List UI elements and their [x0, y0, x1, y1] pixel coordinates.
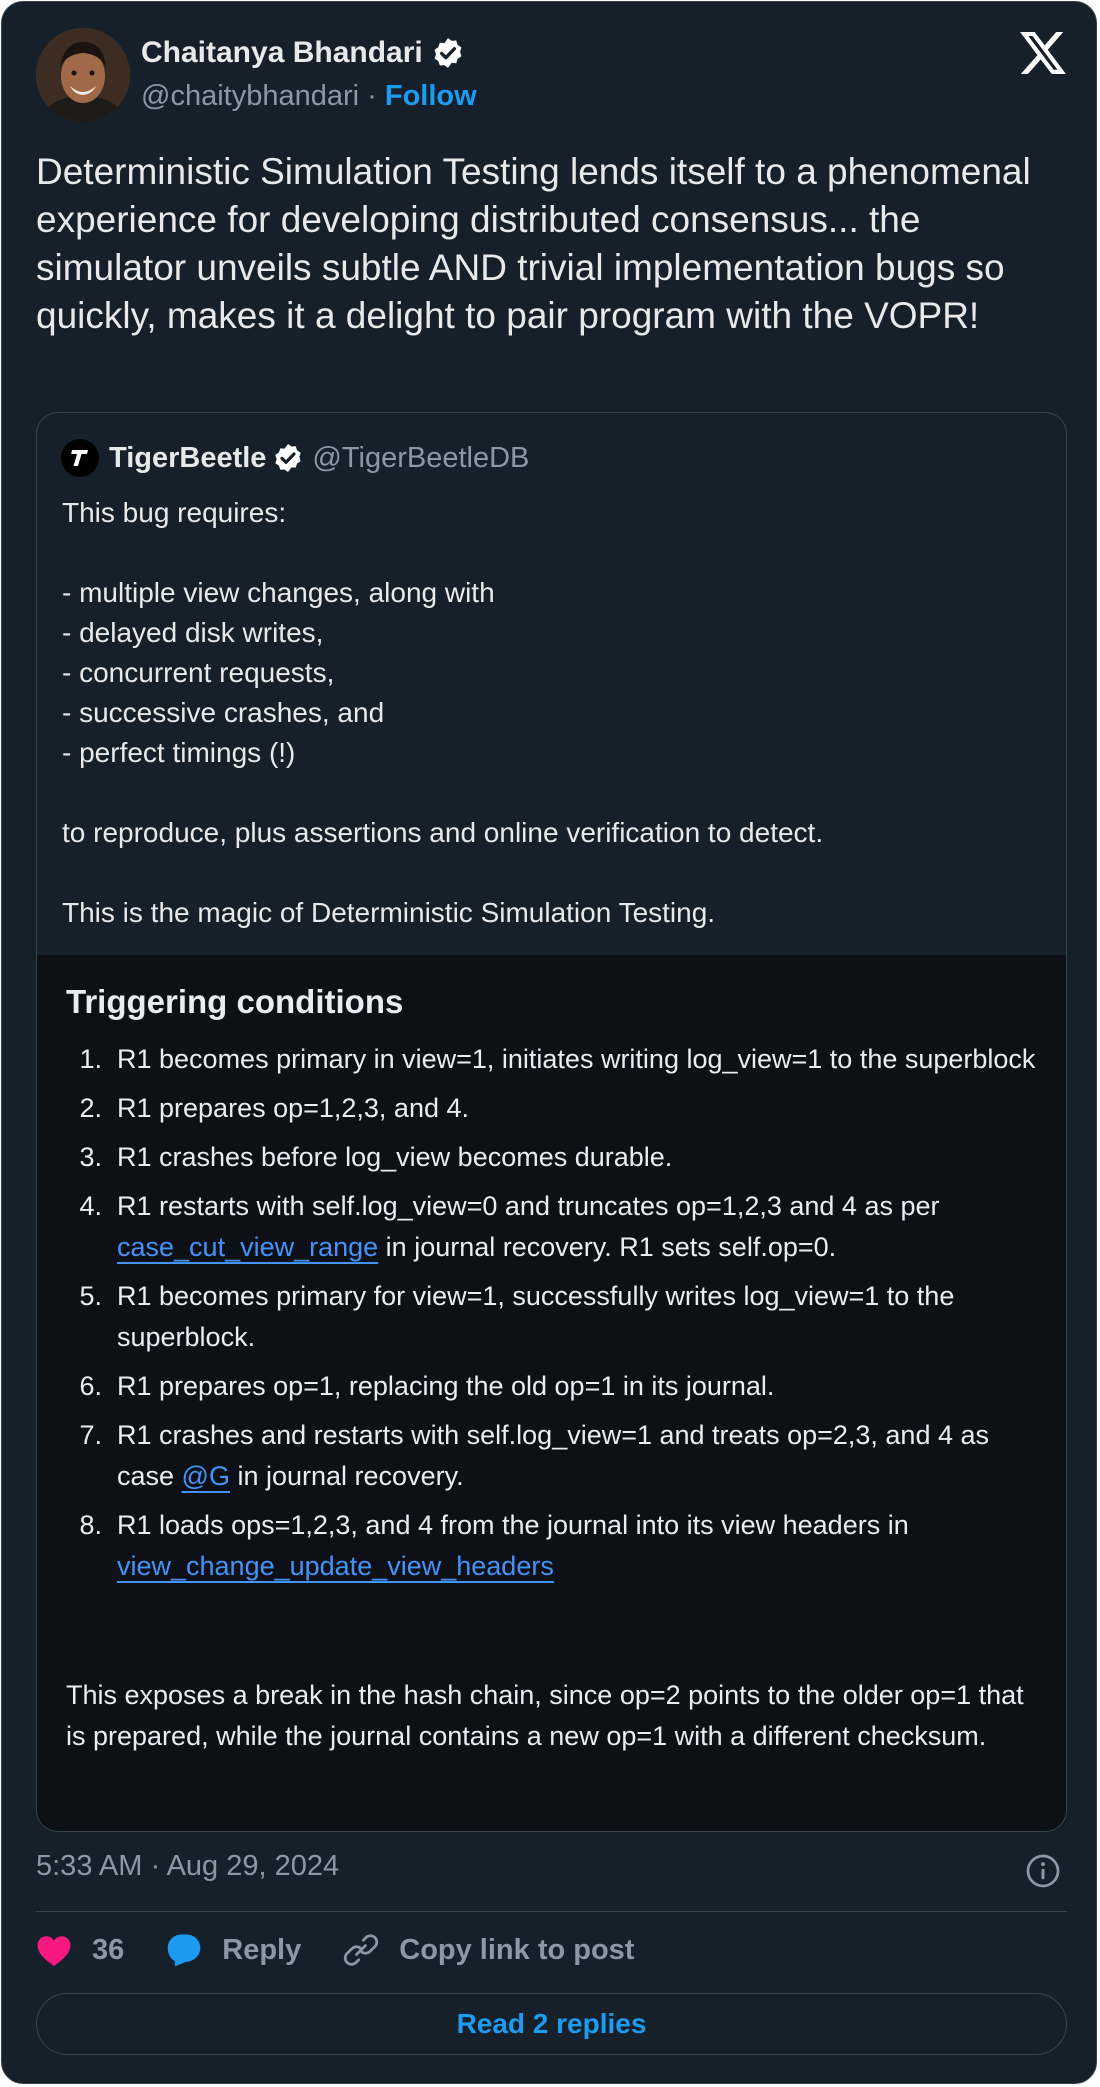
author-avatar[interactable] [36, 28, 130, 122]
condition-text: R1 becomes primary for view=1, successfully writes log_view=1 to the superblock. [117, 1281, 955, 1352]
condition-item [66, 1039, 1046, 1080]
condition-text-pre: R1 crashes and restarts with self.log_view=1 and treats op=2,3, and 4 as case [117, 1420, 990, 1491]
condition-number: 6. [79, 1371, 102, 1401]
condition-text: R1 prepares op=1, replacing the old op=1 in its journal. [117, 1371, 775, 1401]
condition-code-link[interactable]: case_cut_view_range [117, 1232, 379, 1262]
quoted-tweet[interactable] [36, 412, 1067, 1832]
condition-code-link[interactable]: view_change_update_view_headers [117, 1551, 554, 1581]
reply-bubble-icon [166, 1933, 202, 1967]
condition-text [117, 1505, 1046, 1587]
action-bar [36, 1932, 676, 1968]
author-handle-line [141, 80, 477, 113]
conditions-list [66, 1039, 1046, 1595]
condition-text-pre: R1 loads ops=1,2,3, and 4 from the journal into its view headers in [117, 1510, 909, 1540]
quoted-author-name[interactable]: TigerBeetle [109, 441, 267, 474]
copy-link-label: Copy link to post [399, 1933, 635, 1966]
tweet-text: Deterministic Simulation Testing lends itself to a phenomenal experience for developing distributed consensus... the simulator unveils subtle AND trivial implementation bugs so quickly, makes it a delight to pair program with the VOPR! [36, 151, 1041, 336]
quoted-author-avatar[interactable] [61, 439, 99, 477]
condition-code-link[interactable]: @G [181, 1461, 230, 1491]
image-title: Triggering conditions [66, 983, 404, 1020]
condition-text: R1 becomes primary in view=1, initiates writing log_view=1 to the superblock [117, 1044, 1036, 1074]
quoted-author-handle[interactable]: @TigerBeetleDB [312, 441, 530, 474]
divider [36, 1911, 1067, 1912]
condition-text-post: in journal recovery. R1 sets self.op=0. [378, 1232, 837, 1262]
condition-number: 4. [79, 1191, 102, 1221]
condition-item [66, 1137, 1046, 1178]
condition-item [66, 1088, 1046, 1129]
condition-item [66, 1186, 1046, 1268]
quoted-tweet-header [61, 439, 529, 477]
condition-item [66, 1276, 1046, 1358]
verified-badge-icon [431, 36, 465, 70]
author-name-row[interactable] [141, 36, 465, 70]
condition-item [66, 1366, 1046, 1407]
condition-item [66, 1415, 1046, 1497]
reply-button[interactable] [166, 1933, 301, 1967]
link-icon [343, 1932, 379, 1968]
condition-text [117, 1415, 1046, 1497]
tweet-card [1, 1, 1097, 2084]
tigerbeetle-logo-icon [69, 447, 91, 469]
like-button[interactable] [36, 1934, 124, 1967]
heart-icon [36, 1934, 72, 1967]
quoted-image-triggering-conditions[interactable] [37, 955, 1067, 1832]
condition-text [117, 1186, 1046, 1268]
condition-text: R1 prepares op=1,2,3, and 4. [117, 1093, 470, 1123]
condition-text: R1 crashes before log_view becomes durable. [117, 1142, 673, 1172]
condition-text-post: in journal recovery. [229, 1461, 464, 1491]
condition-number: 5. [79, 1281, 102, 1311]
condition-number: 8. [79, 1510, 102, 1540]
condition-number: 3. [79, 1142, 102, 1172]
tweet-timestamp[interactable]: 5:33 AM · Aug 29, 2024 [36, 1850, 340, 1882]
reply-label: Reply [222, 1933, 302, 1966]
x-logo-icon[interactable] [1020, 32, 1066, 74]
quoted-tweet-text: This bug requires: - multiple view changes, along with - delayed disk writes, - concurrent requests, - successive crashes, and - perfect timings (!) to reproduce, plus assertions and online verification to detect. This is the magic of Deterministic Simulation Testing. [62, 497, 824, 928]
read-replies-button[interactable]: Read 2 replies [36, 1993, 1067, 2055]
image-footer-text: This exposes a break in the hash chain, since op=2 points to the older op=1 that is prepared, while the journal contains a new op=1 with a different checksum. [66, 1680, 1024, 1751]
like-count: 36 [92, 1933, 125, 1966]
follow-button[interactable]: Follow [384, 80, 477, 112]
quoted-verified-badge-icon [272, 442, 304, 474]
info-icon[interactable] [1025, 1853, 1061, 1889]
condition-number: 7. [79, 1420, 102, 1450]
author-name[interactable]: Chaitanya Bhandari [141, 36, 423, 69]
condition-number: 2. [79, 1093, 102, 1123]
handle-separator: · [359, 80, 385, 112]
condition-text-pre: R1 restarts with self.log_view=0 and truncates op=1,2,3 and 4 as per [117, 1191, 940, 1221]
copy-link-button[interactable] [343, 1932, 634, 1968]
condition-number: 1. [79, 1044, 102, 1074]
condition-item [66, 1505, 1046, 1587]
author-handle[interactable]: @chaitybhandari [141, 80, 360, 112]
